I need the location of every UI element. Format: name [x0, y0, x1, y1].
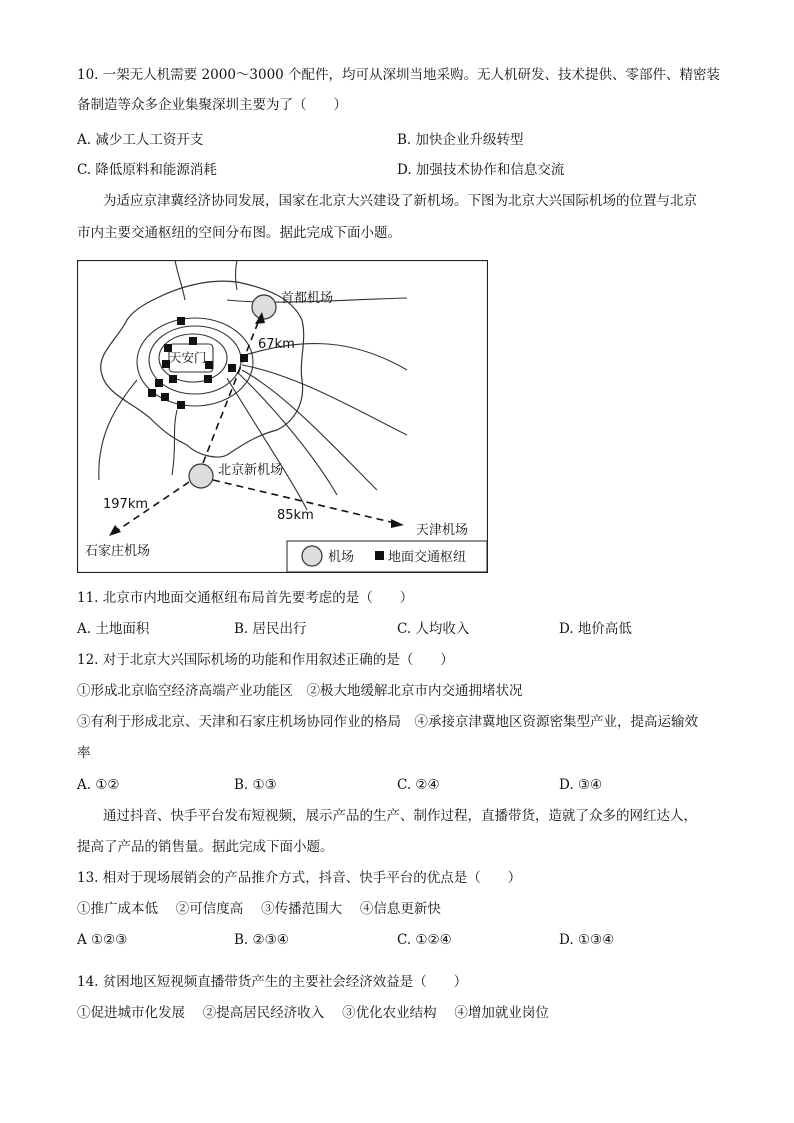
- capital-airport-marker: [252, 295, 276, 319]
- legend-hub-symbol: [375, 551, 384, 560]
- hub-marker: [155, 379, 163, 387]
- label-tiananmen: 天安门: [169, 350, 207, 365]
- q10-option-a: A. 减少工人工资开支: [77, 132, 204, 148]
- q12-items-line3: 率: [77, 745, 91, 761]
- q13-option-b: B. ②③④: [234, 932, 289, 948]
- legend-airport-label: 机场: [328, 550, 355, 565]
- q10-option-b: B. 加快企业升级转型: [397, 132, 524, 148]
- q10-stem-line1: 10. 一架无人机需要 2000～3000 个配件，均可从深圳当地采购。无人机研发、技术提供、零部件、精密装: [77, 67, 721, 83]
- q12-items-line1: ①形成北京临空经济高端产业功能区 ②极大地缓解北京市内交通拥堵状况: [77, 683, 523, 699]
- label-dist-capital: 67km: [258, 337, 295, 352]
- hub-marker: [148, 389, 156, 397]
- q13-items: ①推广成本低 ②可信度高 ③传播范围大 ④信息更新快: [77, 901, 441, 917]
- legend-hub-label: 地面交通枢纽: [388, 550, 467, 565]
- label-dist-shijiazhuang: 197km: [103, 497, 149, 512]
- q11-option-a: A. 土地面积: [77, 621, 150, 637]
- intro2-line1: 通过抖音、快手平台发布短视频，展示产品的生产、制作过程，直播带货，造就了众多的网红达人，: [103, 808, 697, 824]
- q12-option-d: D. ③④: [559, 777, 603, 793]
- q12-option-b: B. ①③: [234, 777, 277, 793]
- q12-option-a: A. ①②: [77, 777, 120, 793]
- hub-marker: [161, 393, 169, 401]
- q13-option-c: C. ①②④: [397, 932, 452, 948]
- q11-option-d: D. 地价高低: [559, 621, 632, 637]
- hub-marker: [189, 337, 197, 345]
- q14-stem: 14. 贫困地区短视频直播带货产生的主要社会经济效益是（ ）: [77, 974, 468, 990]
- intro1-line1: 为适应京津冀经济协同发展，国家在北京大兴建设了新机场。下图为北京大兴国际机场的位置与北京: [103, 193, 697, 209]
- q13-option-a: A ①②③: [77, 932, 128, 948]
- q12-stem: 12. 对于北京大兴国际机场的功能和作用叙述正确的是（ ）: [77, 652, 454, 668]
- q11-option-c: C. 人均收入: [397, 621, 470, 637]
- label-shijiazhuang-airport: 石家庄机场: [85, 544, 151, 559]
- intro1-line2: 市内主要交通枢纽的空间分布图。据此完成下面小题。: [77, 225, 401, 241]
- new-airport-marker: [189, 464, 213, 488]
- label-dist-tianjin: 85km: [277, 508, 314, 523]
- hub-marker: [228, 364, 236, 372]
- q13-stem: 13. 相对于现场展销会的产品推介方式，抖音、快手平台的优点是（ ）: [77, 870, 522, 886]
- q11-stem: 11. 北京市内地面交通枢纽布局首先要考虑的是（ ）: [77, 590, 414, 606]
- q10-option-d: D. 加强技术协作和信息交流: [397, 162, 565, 178]
- intro2-line2: 提高了产品的销售量。据此完成下面小题。: [77, 839, 334, 855]
- q12-items-line2: ③有利于形成北京、天津和石家庄机场协同作业的格局 ④承接京津冀地区资源密集型产业，提高运输效: [77, 714, 698, 730]
- hub-marker: [204, 375, 212, 383]
- q11-option-b: B. 居民出行: [234, 621, 307, 637]
- legend-airport-symbol: [302, 546, 322, 566]
- hub-marker: [177, 317, 185, 325]
- q12-option-c: C. ②④: [397, 777, 440, 793]
- label-capital-airport: 首都机场: [281, 291, 334, 306]
- beijing-airport-map: [77, 260, 488, 573]
- label-new-airport: 北京新机场: [218, 463, 284, 478]
- q14-items: ①促进城市化发展 ②提高居民经济收入 ③优化农业结构 ④增加就业岗位: [77, 1005, 549, 1021]
- label-tianjin-airport: 天津机场: [416, 523, 469, 538]
- q13-option-d: D. ①③④: [559, 932, 615, 948]
- q10-option-c: C. 降低原料和能源消耗: [77, 162, 217, 178]
- hub-marker: [177, 401, 185, 409]
- q10-stem-line2: 备制造等众多企业集聚深圳主要为了（ ）: [77, 97, 347, 113]
- hub-marker: [169, 375, 177, 383]
